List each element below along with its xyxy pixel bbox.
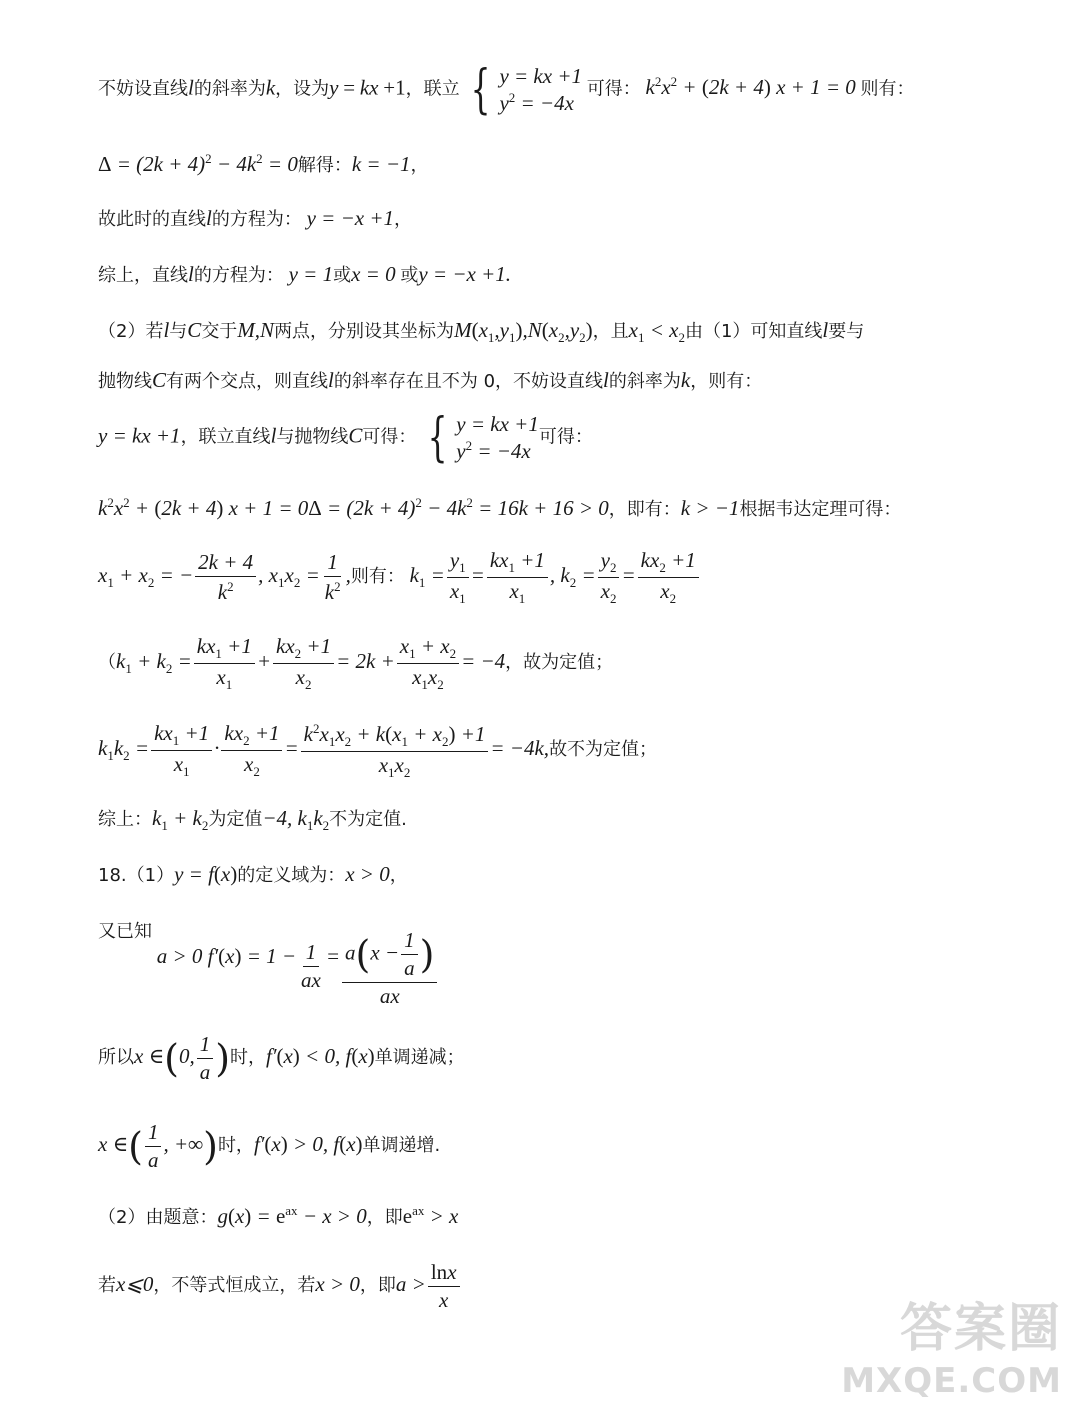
line-7: y = kx +1，联立直线l与抛物线C可得： { y = kx +1 $y^2 = -4x$ 可得：	[98, 408, 593, 468]
line-13: 18.（1）y = f(x)的定义域为：x > 0，	[98, 862, 408, 886]
line-5: （2）若l与C交于M,N两点，分别设其坐标为$M(x_1,y_1),N(x_2,y_2)$，且$x_1 < x_2$由（1）可知直线l要与	[98, 318, 865, 346]
line-3: 故此时的直线l的方程为： y = −x +1，	[98, 206, 412, 230]
equation-system: { y = kx +1 $y^2 = -4x$	[470, 60, 582, 120]
line-9: $x_1 + x_2$ = − $\frac{2k + 4}{k^2}$ , $x_1x_2$ = $\frac{1}{k^2}$ ,则有： $k_1$ = $\frac{y_1}{x_1}$ = $\frac{kx_1 +1}{x_1}$ , $k_2$ = $\frac{y_2}{x_2}$ = $\frac{kx_2 +1}{x_2}$	[98, 550, 701, 605]
line-18: 若x⩽0，不等式恒成立，若x > 0，即a > $\frac{\ln x}{x}$	[98, 1262, 462, 1311]
line-17: （2）由题意：$g(x) = e^{ax} - x > 0$，即$e^{ax} > x$	[98, 1203, 459, 1228]
line-1: 不妨设直线l的斜率为k，设为y = kx +1，联立 { y = kx +1 $y^2 = -4x$ 可得： $k^2x^2 + (2k + 4) x + 1 = 0$ 则有：	[98, 60, 915, 120]
line-16: x ∈( $\frac{1}{a}$ , +∞)时，f′(x) > 0, f(x)单调递增.	[98, 1120, 441, 1172]
line-11: $k_1k_2$ = $\frac{kx_1 +1}{x_1}$ · $\frac{kx_2 +1}{x_2}$ = $\frac{k^2x_1x_2 + k(x_1 + x_2) +1}{x_1x_2}$ = −4k,故不为定值；	[98, 721, 658, 781]
watermark-logo: 答案圈 MXQE.COM	[841, 1299, 1062, 1401]
line-2: $\Delta = (2k + 4)^2 - 4k^2 = 0$解得：k = −1，	[98, 151, 429, 176]
line-15: 所以x ∈(0, $\frac{1}{a}$ )时，f′(x) < 0, f(x)单调递减；	[98, 1032, 465, 1084]
line-14: 又已知 a > 0 f′(x) = 1 − $\frac{1}{ax}$ = a(x − $\frac{1}{a}$ ) ax	[98, 922, 439, 1007]
line-6: 抛物线C有两个交点，则直线l的斜率存在且不为 0，不妨设直线l的斜率为k，则有：	[98, 368, 763, 392]
line-10: （$k_1 + k_2$ = $\frac{kx_1 +1}{x_1}$ + $\frac{kx_2 +1}{x_2}$ = 2k + $\frac{x_1 + x_2}{x_1x_2}$ = −4，故为定值；	[98, 634, 614, 693]
line-12: 综上：$k_1 + k_2$为定值−4, $k_1k_2$不为定值.	[98, 806, 407, 834]
equation-system: { y = kx +1 $y^2 = -4x$	[427, 408, 539, 468]
line-8: $k^2x^2 + (2k + 4) x + 1 = 0\Delta = (2k + 4)^2 - 4k^2 = 16k + 16 > 0$，即有：k > −1根据韦达定理可得：	[98, 495, 902, 520]
line-4: 综上，直线l的方程为： y = 1或x = 0 或y = −x +1.	[98, 262, 511, 286]
